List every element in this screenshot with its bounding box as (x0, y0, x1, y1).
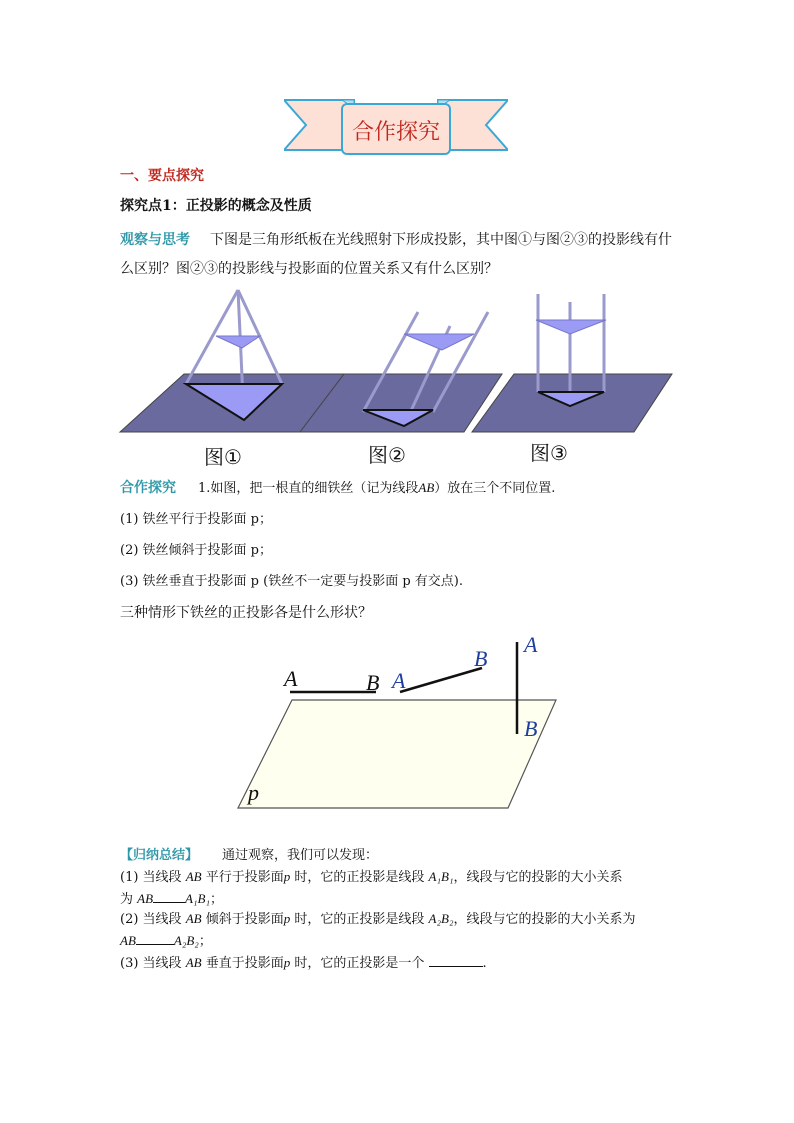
summary-s2-a2b2: A₂B₂ (428, 911, 454, 926)
cardboard-triangle-1 (216, 336, 260, 348)
summary-s1-line2-a1b1: A₁B₁ (185, 891, 210, 906)
summary-s1-line2-ab: AB (137, 891, 154, 906)
cooperate-item-2: (2) 铁丝倾斜于投影面 p； (120, 543, 273, 558)
summary-s1-line1-b: 平行于投影面 (205, 870, 284, 885)
wire-figure (230, 628, 570, 818)
section-heading: 一、要点探究 (120, 168, 204, 184)
summary-s1-line1-a: (1) 当线段 (120, 870, 182, 885)
point-heading: 探究点1：正投影的概念及性质 (120, 198, 312, 214)
wire-oblique (400, 668, 482, 692)
summary-s3-p: p (283, 955, 291, 970)
label-p: p (248, 780, 259, 805)
summary-s1-p: p (283, 869, 291, 884)
observe-line2: 么区别？图②③的投影线与投影面的位置关系又有什么区别？ (120, 261, 498, 277)
observe-line1: 下图是三角形纸板在光线照射下形成投影，其中图①与图②③的投影线有什 (210, 232, 672, 248)
label-b-parallel: B (366, 670, 380, 695)
summary-s1-ab: AB (185, 869, 202, 884)
summary-s2-p: p (283, 911, 291, 926)
summary-s2-line2-ab: AB (120, 933, 136, 948)
summary-label: 【归纳总结】 (120, 848, 199, 863)
summary-item-3 (120, 952, 487, 973)
cooperate-item-3: (3) 铁丝垂直于投影面 p (铁丝不一定要与投影面 p 有交点). (120, 574, 463, 589)
banner-title: 合作探究 (351, 120, 440, 145)
summary-s2-ab: AB (185, 911, 202, 926)
summary-item-1-line-2 (120, 888, 223, 909)
summary-s3-end: . (482, 956, 487, 971)
summary-s2-line2-end: ； (198, 934, 212, 949)
cooperate-item-1: (1) 铁丝平行于投影面 p； (120, 512, 273, 527)
summary-s3-b: 垂直于投影面 (205, 956, 284, 971)
answer-blank-1[interactable] (153, 888, 185, 903)
summary-s2-line2-a2b2: A₂B₂ (173, 933, 199, 948)
summary-s1-line2-end: ； (209, 892, 223, 907)
summary-s2-line1-a: (2) 当线段 (120, 912, 182, 927)
cooperate-intro (120, 478, 555, 498)
cooperate-intro-ab: AB (418, 480, 435, 495)
summary-s2-line1-c: 时，它的正投影是线段 (294, 912, 425, 927)
summary-s2-line1-d: ，线段与它的投影的大小关系为 (453, 912, 636, 927)
answer-blank-3[interactable] (429, 952, 483, 967)
summary-s3-ab: AB (185, 955, 202, 970)
summary-s1-line1-d: ，线段与它的投影的大小关系 (453, 870, 623, 885)
label-a-oblique: A (392, 668, 406, 693)
summary-s1-line1-c: 时，它的正投影是线段 (294, 870, 425, 885)
summary-intro-line (120, 846, 378, 865)
summary-item-1-line-1 (120, 867, 622, 887)
label-a-perpendicular: A (524, 632, 538, 657)
cardboard-triangle-2 (404, 334, 474, 350)
label-b-oblique: B (474, 646, 488, 671)
cooperate-intro-prefix: 1.如图，把一根直的细铁丝（记为线段 (198, 481, 419, 496)
cooperate-intro-suffix: ）放在三个不同位置. (434, 481, 556, 496)
summary-item-2-line-1 (120, 909, 635, 929)
label-a-parallel: A (284, 666, 298, 691)
observe-paragraph (120, 230, 672, 250)
summary-s1-a1b1: A₁B₁ (428, 869, 454, 884)
summary-s1-line2-a: 为 (120, 892, 134, 907)
cooperate-question: 三种情形下铁丝的正投影各是什么形状？ (120, 605, 372, 621)
cooperate-label: 合作探究 (120, 480, 176, 496)
summary-s2-line1-b: 倾斜于投影面 (205, 912, 284, 927)
summary-intro: 通过观察，我们可以发现： (222, 848, 379, 863)
figure-caption-1: 图① (204, 445, 242, 469)
label-b-perpendicular: B (524, 716, 538, 741)
summary-s3-a: (3) 当线段 (120, 956, 182, 971)
summary-s3-c: 时，它的正投影是一个 (294, 956, 425, 971)
figure-caption-2: 图② (368, 443, 406, 467)
figure-caption-3: 图③ (530, 441, 568, 465)
answer-blank-2[interactable] (136, 930, 174, 945)
cardboard-triangle-3 (536, 320, 606, 334)
projection-plane-p (238, 700, 556, 808)
observe-label: 观察与思考 (120, 232, 190, 248)
summary-item-2-line-2 (120, 930, 212, 951)
